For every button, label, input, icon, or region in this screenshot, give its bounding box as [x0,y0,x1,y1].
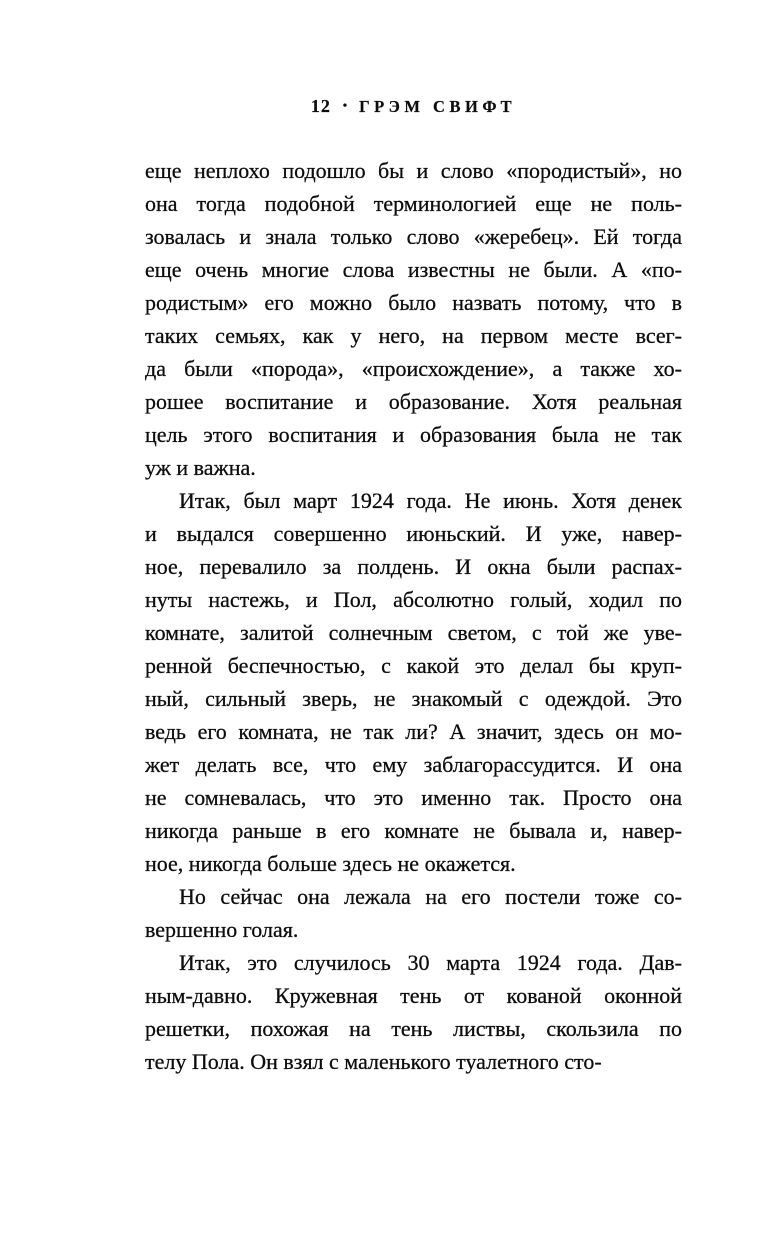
text-line: зовалась и знала только слово «жеребец». Ей тогда [145,224,682,249]
text-line: и выдался совершенно июньский. И уже, навер- [145,521,682,546]
text-line: не сомневалась, что это именно так. Просто она [145,785,682,810]
page-number: 12 [310,96,331,116]
text-line: ным-давно. Кружевная тень от кованой оконной [145,983,682,1008]
text-line: родистым» его можно было назвать потому, что в [145,290,682,315]
page-header [145,96,682,117]
text-line: цель этого воспитания и образования была не так [145,422,682,447]
text-line: нуты настежь, и Пол, абсолютно голый, ходил по [145,587,682,612]
text-line: никогда раньше в его комнате не бывала и, навер- [145,818,682,843]
bullet-separator-icon: • [342,98,348,112]
text-line: Итак, был март 1924 года. Не июнь. Хотя денек [179,488,682,513]
text-line: еще очень многие слова известны не были. А «по- [145,257,682,282]
text-line: телу Пола. Он взял с маленького туалетного сто- [145,1049,602,1074]
text-line: Итак, это случилось 30 марта 1924 года. Дав- [179,950,682,975]
body-text [145,154,682,1078]
text-line: ный, сильный зверь, не знакомый с одеждой. Это [145,686,682,711]
text-line: рошее воспитание и образование. Хотя реальная [145,389,682,414]
text-line: ведь его комната, не так ли? А значит, здесь он мо- [145,719,682,744]
text-line: Но сейчас она лежала на его постели тоже со- [179,884,682,909]
text-line: ренной беспечностью, с какой это делал бы круп- [145,653,682,678]
text-line: жет делать все, что ему заблагорассудится. И она [145,752,682,777]
text-line: таких семьях, как у него, на первом месте всег- [145,323,682,348]
text-line: решетки, похожая на тень листвы, скользила по [145,1016,682,1041]
text-line: уж и важна. [145,455,256,480]
text-line: еще неплохо подошло бы и слово «породистый», но [145,158,682,183]
text-line: да были «порода», «происхождение», а также хо- [145,356,682,381]
text-line: комнате, залитой солнечным светом, с той же уве- [145,620,682,645]
text-line: она тогда подобной терминологией еще не поль- [145,191,682,216]
text-line: ное, перевалило за полдень. И окна были распах- [145,554,682,579]
text-line: вершенно голая. [145,917,299,942]
text-line: ное, никогда больше здесь не окажется. [145,851,516,876]
book-author: ГРЭМ СВИФТ [359,96,517,116]
